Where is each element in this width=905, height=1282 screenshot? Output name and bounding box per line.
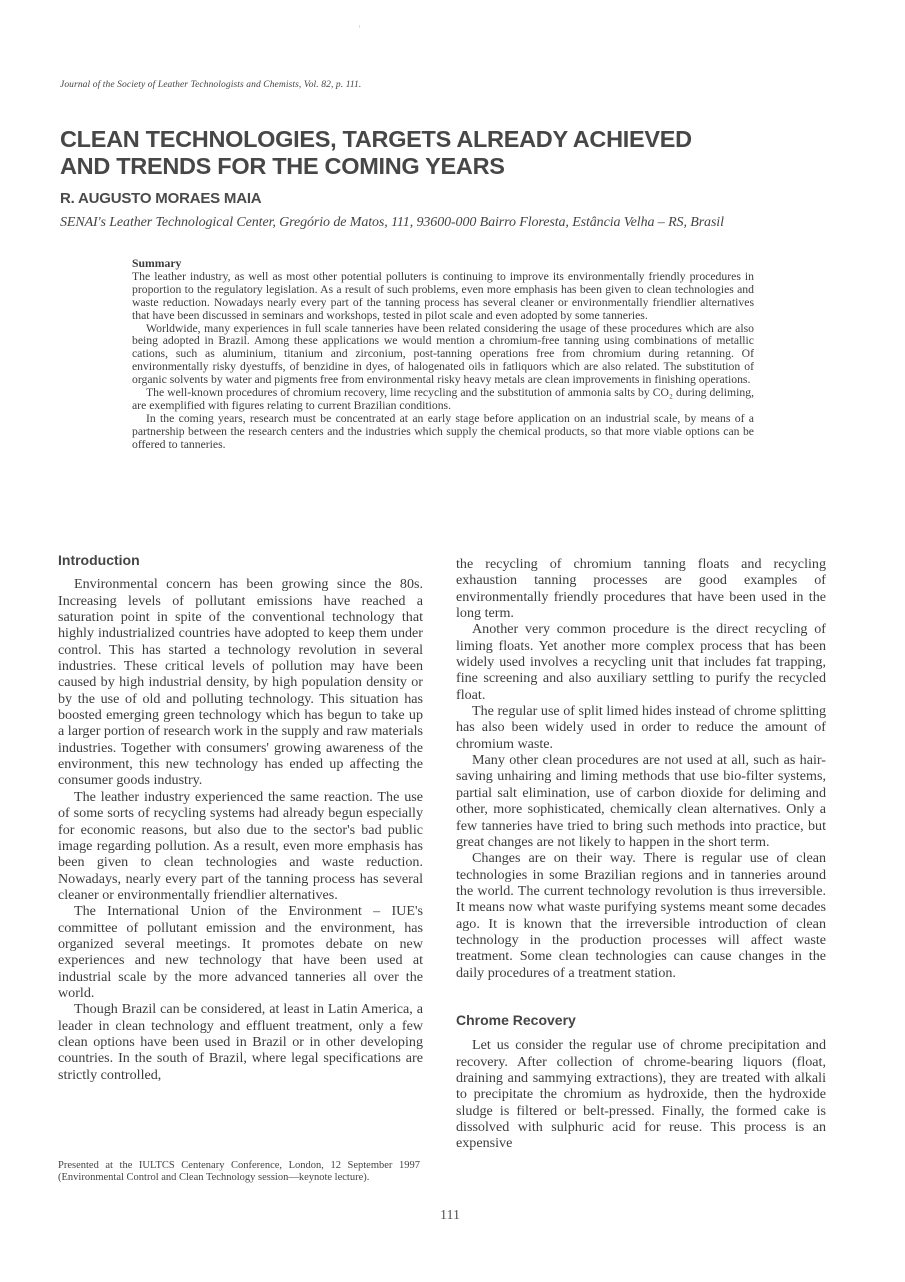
scan-speck xyxy=(359,25,360,28)
body-paragraph: The leather industry experienced the same reaction. The use of some sorts of recycling systems had already begun especially for economic reasons, but also due to the sector's bad public image regarding pollution. As a result, even more emphasis has been given to clean technologies and waste reduction. Nowadays, nearly every part of the tanning process has several cleaner or environmentally friendlier alternatives. xyxy=(58,788,423,903)
body-paragraph: Many other clean procedures are not used at all, such as hair-saving unhairing and liming methods that use bio-filter systems, partial salt elimination, use of carbon dioxide for deliming and other, more sophisticated, chemically clean alternatives. Only a few tanneries have tried to bring such methods into practice, but great changes are not likely to happen in the short term. xyxy=(456,752,826,850)
summary-paragraph: The well-known procedures of chromium recovery, lime recycling and the substitution of ammonia salts by CO₂ during deliming, are exemplified with figures relating to current Brazilian conditions. xyxy=(132,386,754,412)
body-paragraph: Another very common procedure is the direct recycling of liming floats. Yet another more complex process that has been widely used involves a recycling unit that includes fat trapping, fine screening and also auxiliary settling to purify the recycled float. xyxy=(456,621,826,703)
section-heading-chrome-recovery: Chrome Recovery xyxy=(456,1011,576,1028)
footnote: Presented at the IULTCS Centenary Conference, London, 12 September 1997 (Environmental Control and Clean Technology session—keynote lecture). xyxy=(58,1160,420,1184)
author-affiliation: SENAI's Leather Technological Center, Gregório de Matos, 111, 93600-000 Bairro Floresta, Estância Velha – RS, Brasil xyxy=(60,215,724,230)
right-column xyxy=(456,556,826,1152)
page-number: 111 xyxy=(440,1208,460,1223)
body-paragraph: Environmental concern has been growing since the 80s. Increasing levels of pollutant emissions have reached a saturation point in spite of the conventional technology that highly industrialized countries have adopted to keep them under control. This has started a technology revolution in several industries. These critical levels of pollution may have been caused by high industrial density, by high population density or by the use of old and polluting technology. This situation has boosted emerging green technology which has begun to take up a larger portion of research work in the supply and raw materials industries. Together with consumers' growing awareness of the environment, this new technology has ended up affecting the consumer goods industry. xyxy=(58,576,423,789)
summary-paragraph: In the coming years, research must be concentrated at an early stage before application on an industrial scale, by means of a partnership between the research centers and the industries which supply the chemical products, so that more viable options can be offered to tanneries. xyxy=(132,411,754,451)
journal-reference: Journal of the Society of Leather Technologists and Chemists, Vol. 82, p. 111. xyxy=(60,80,362,90)
body-paragraph: the recycling of chromium tanning floats and recycling exhaustion tanning processes are good examples of environmentally friendly procedures that have been used in the long term. xyxy=(456,556,826,622)
section-heading-introduction: Introduction xyxy=(58,552,140,568)
body-paragraph: Though Brazil can be considered, at least in Latin America, a leader in clean technology and effluent treatment, only a few clean options have been used in Brazil or in other developing countries. In the south of Brazil, where legal specifications are strictly controlled, xyxy=(58,1001,423,1083)
summary-paragraph: The leather industry, as well as most other potential polluters is continuing to improve its environmentally friendly procedures in proportion to the regulatory legislation. As a result of such problems, even more emphasis has been given to clean technologies and waste reduction. Nowadays nearly every part of the tanning process has several cleaner or environmentally friendlier alternatives that have been discussed in seminars and workshops, tested in pilot scale and even adopted by some tanneries. xyxy=(132,269,754,322)
body-paragraph: The International Union of the Environment – IUE's committee of pollutant emission and the environment, has organized several meetings. It promotes debate on new experiences and new technology that have been used at industrial scale by the more advanced tanneries all over the world. xyxy=(58,903,423,1001)
left-column xyxy=(58,552,423,1083)
summary-abstract xyxy=(132,258,754,452)
article-title xyxy=(60,126,860,180)
body-paragraph: Let us consider the regular use of chrome precipitation and recovery. After collection of chrome-bearing liquors (float, draining and sammying extractions), they are treated with alkali to precipitate the chromium as hydroxide, then the hydroxide sludge is filtered or belt-pressed. Finally, the formed cake is dissolved with sulphuric acid for reuse. This process is an expensive xyxy=(456,1037,826,1152)
body-paragraph: Changes are on their way. There is regular use of clean technologies in some Brazilian regions and in tanneries around the world. The current technology revolution is thus irreversible. It means now what waste purifying systems meant some decades ago. It is known that the irreversible introduction of clean technology in the production processes will affect waste treatment. Some clean technologies can cause changes in the daily procedures of a treatment station. xyxy=(456,850,826,981)
title-line-2: AND TRENDS FOR THE COMING YEARS xyxy=(60,153,505,179)
summary-paragraph: Worldwide, many experiences in full scale tanneries have been related considering the usage of these procedures which are also being adopted in Brazil. Among these applications we would mention a chromium-free tanning using combinations of metallic cations, such as aluminium, titanium and zirconium, post-tanning operations free from chromium during retanning. Of environmentally risky dyestuffs, of benzidine in dyes, of halogenated oils in fatliquors which are also related. The substitution of organic solvents by water and pigments free from environmental risky heavy metals are clean improvements in finishing operations. xyxy=(132,321,754,387)
summary-heading: Summary xyxy=(132,257,182,270)
title-line-1: CLEAN TECHNOLOGIES, TARGETS ALREADY ACHIEVED xyxy=(60,126,692,152)
author-name: R. AUGUSTO MORAES MAIA xyxy=(60,190,262,207)
body-paragraph: The regular use of split limed hides instead of chrome splitting has also been widely used in order to reduce the amount of chromium waste. xyxy=(456,703,826,752)
